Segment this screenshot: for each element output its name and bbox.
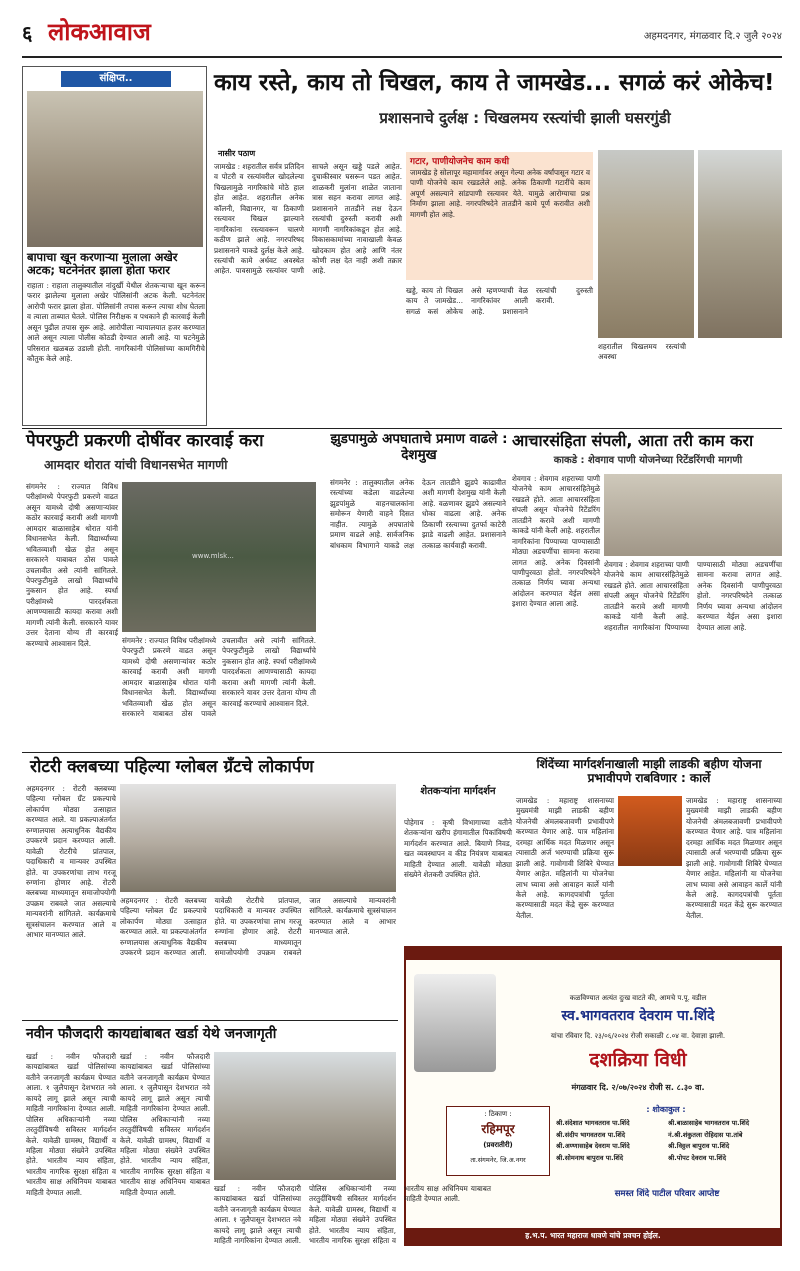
story8-body-right: खर्डा : नवीन फौजदारी कायद्यांबाबत खर्डा पोलिसांच्या वतीने जनजागृती कार्यक्रम घेण्यात आला. १ जुलैपासून देशभरात नवे कायदे लागू झाले असून त्याची माहिती नागरिकांना देण्यात आली. पोलिस अधिकाऱ्यांनी नव्या तरतुदींविषयी सविस्तर मार्गदर्शन केले. यावेळी ग्रामस्थ, विद्यार्थी व महिला मोठ्या संख्येने उपस्थित होते. भारतीय न्याय संहिता, भारतीय नागरिक सुरक्षा संहिता व [214,1184,396,1246]
story8-body-left: खर्डा : नवीन फौजदारी कायद्यांबाबत खर्डा पोलिसांच्या वतीने जनजागृती कार्यक्रम घेण्यात आला. १ जुलैपासून देशभरात नवे कायदे लागू झाले असून त्याची माहिती नागरिकांना देण्यात आली. पोलिस अधिकाऱ्यांनी नव्या तरतुदींविषयी सविस्तर मार्गदर्शन केले. यावेळी ग्रामस्थ, विद्यार्थी व महिला मोठ्या संख्येने उपस्थित होते. भारतीय न्याय संहिता, भारतीय नागरिक सुरक्षा संहिता व भारतीय साक्ष अधिनियम याबाबत माहिती देण्यात आली. [26,1052,116,1197]
mourner: नं.श्री.शंकुतला रोहिदास पा.तांबे [668,1130,743,1139]
ad-footer: ह.भ.प. भारत महाराज धावणे यांचे प्रवचन होईल. [406,1228,780,1244]
mourner: श्री.सोमनाथ बापुराव पा.शिंदे [556,1154,624,1163]
story7-body-right: जामखेड : महाराष्ट्र शासनाच्या मुख्यमंत्री माझी लाडकी बहीण योजनेची अंमलबजावणी प्रभावीपणे करण्यात येणार आहे. पात्र महिलांना दरमहा आर्थिक मदत मिळणार असून त्यासाठी अर्ज भरण्याची प्रक्रिया सुरू झाली आहे. गावोगावी शिबिरे घेण्यात येणार आहेत. महिलांनी या योजनेचा लाभ घ्यावा असे आवाहन कार्ले यांनी केले आहे. कागदपत्रांची पूर्तता करण्यासाठी मदत केंद्रे सुरू करण्यात येतील. [686,796,782,920]
mourner: श्री.अण्णासाहेब देवराम पा.शिंदे [556,1142,630,1151]
ad-venue-box [446,1106,550,1176]
story4-headline: आचारसंहिता संपली, आता तरी काम करा [512,431,754,450]
ad-death-line: यांचा रविवार दि. २३/०६/२०२४ रोजी सकाळी ८.०४ वा. देवाज्ञा झाली. [550,1032,726,1040]
page-number: ६ [22,21,33,45]
mourner: श्री.बाळासाहेब भागवतराव पा.शिंदे [668,1119,750,1127]
mourner: श्री.संदीप भागवतराव पा.शिंदे [556,1130,626,1139]
ad-venue-sub: (प्रवरातीरी) [483,1141,513,1149]
sankshipt-label: संक्षिप्त.. [61,71,171,87]
masthead [22,18,782,54]
ad-title: दशक्रिया विधी [589,1049,687,1071]
ad-family: समस्त शिंदे पाटील परिवार आप्तेष्ट [614,1189,720,1199]
paper-name: लोकआवाज [48,18,151,46]
ad-portrait [414,974,496,1072]
ad-date-line: मंगळवार दि. २/०७/२०२४ रोजी स. ८.३० वा. [571,1083,705,1092]
ad-name: स्व.भागवतराव देवराम पा.शिंदे [561,1008,715,1024]
sankshipt-headline: बापाचा खून करणाऱ्या मुलाला अखेर अटक; घटनेनंतर झाला होता फरार [27,250,178,278]
photo-watermark: www.mlsk... [192,552,234,560]
story7-body: जामखेड : महाराष्ट्र शासनाच्या मुख्यमंत्री माझी लाडकी बहीण योजनेची अंमलबजावणी प्रभावीपणे करण्यात येणार आहे. पात्र महिलांना दरमहा आर्थिक मदत मिळणार असून त्यासाठी अर्ज भरण्याची प्रक्रिया सुरू झाली आहे. गावोगावी शिबिरे घेण्यात येणार आहेत. महिलांनी या योजनेचा लाभ घ्यावा असे आवाहन कार्ले यांनी केले आहे. कागदपत्रांची पूर्तता करण्यासाठी मदत केंद्रे सुरू करण्यात येतील. [516,796,614,920]
rotary-photo [120,784,396,892]
sankshipt-body: राहाता : राहाता तालुक्यातील नांदुर्खी येथील शेतकऱ्याचा खून करून फरार झालेल्या मुलाला अखेर पोलिसांनी अटक केली. घटनेनंतर आरोपी फरार झाला होता. पोलिसांनी तपास करून त्याचा शोध घेतला व त्याला ताब्यात घेतले. पोलिस निरीक्षक व पथकाने ही कारवाई केली असून पुढील तपास सुरू आहे. आरोपीला न्यायालयात हजर करण्यात आले असून त्याला पोलीस कोठडी देण्यात आली आहे. या घटनेमुळे परिसरात खळबळ उडाली होती. नागरिकांनी पोलिसांच्या कामगिरीचे कौतुक केले आहे. [27,281,205,364]
story5-body-left: अहमदनगर : रोटरी क्लबच्या पहिल्या ग्लोबल ग्रँट प्रकल्पाचे लोकार्पण मोठ्या उत्साहात करण्यात आले. या प्रकल्पाअंतर्गत रुग्णालयास अत्याधुनिक वैद्यकीय उपकरणे प्रदान करण्यात आली. यावेळी रोटरीचे प्रांतपाल, पदाधिकारी व मान्यवर उपस्थित होते. या उपकरणांचा लाभ गरजू रुग्णांना होणार आहे. रोटरी क्लबच्या माध्यमातून समाजोपयोगी उपक्रम राबवले जात असल्याचे मान्यवरांनी सांगितले. कार्यक्रमाचे सूत्रसंचालन करण्यात आले व आभार मानण्यात आले. [26,784,116,940]
dateline: अहमदनगर, मंगळवार दि.२ जुलै २०२४ [643,31,782,42]
muddy-road-photo-1 [598,150,694,338]
lead-byline: नासीर पठाण [218,149,256,158]
lead-headline: काय रस्ते, काय तो चिखल, काय ते जामखेड... सगळं करं ओकेच! [214,70,775,96]
mourner: श्री.पोपट देवराव पा.शिंदे [668,1154,727,1163]
lead-caption-text: शहरातील चिखलमय रस्त्यांची अवस्था [598,342,686,362]
story4-body-right: शेवगाव : शेवगाव शहराच्या पाणी योजनेचे काम आचारसंहितेमुळे रखडले होते. आता आचारसंहिता संपली असून योजनेचे रिटेंडरिंग तातडीने करावे अशी मागणी काकडे यांनी केली आहे. शहरातील नागरिकांना पिण्याच्या पाण्यासाठी मोठ्या अडचणींचा सामना करावा लागत आहे. अनेक दिवसांनी पाणीपुरवठा होतो. नगरपरिषदेने तत्काळ निर्णय घ्यावा अन्यथा आंदोलन करण्यात येईल असा इशारा देण्यात आला आहे. [604,560,782,632]
story4-body-left: शेवगाव : शेवगाव शहराच्या पाणी योजनेचे काम आचारसंहितेमुळे रखडले होते. आता आचारसंहिता संपली असून योजनेचे रिटेंडरिंग तातडीने करावे अशी मागणी काकडे यांनी केली आहे. शहरातील नागरिकांना पिण्याच्या पाण्यासाठी मोठ्या अडचणींचा सामना करावा लागत आहे. अनेक दिवसांनी पाणीपुरवठा होतो. नगरपरिषदेने तत्काळ निर्णय घ्यावा अन्यथा आंदोलन करण्यात येईल असा इशारा देण्यात आला आहे. [512,474,600,609]
karle-portrait [618,796,682,866]
story4-subhead: काकडे : शेवगाव पाणी योजनेच्या रिटेंडरिंगची मागणी [553,455,743,466]
story8-headline: नवीन फौजदारी कायद्यांबाबत खर्डा येथे जनजागृती [26,1026,277,1042]
awareness-photo [214,1052,396,1180]
muddy-road-photo-2 [698,150,782,338]
story3-headline: झुडपामुळे अपघाताचे प्रमाण वाढले : देशमुख [330,431,508,463]
story2-subhead: आमदार थोरात यांची विधानसभेत मागणी [44,457,228,472]
story6-headline: शेतकऱ्यांना मार्गदर्शन [420,786,496,797]
lead-box-body: जामखेड हे सोलापूर महामार्गावर असून गेल्या अनेक वर्षांपासून गटार व पाणी योजनेचे काम रखडलेले आहे. अनेक ठिकाणी गटारींचे काम अपूर्ण असल्याने सांडपाणी रस्त्यावर येते. यामुळे आरोग्याचा प्रश्न निर्माण झाला आहे. नगरपरिषदेने तातडीने कामे पूर्ण करावीत अशी मागणी होत आहे. [410,168,590,219]
lead-box-title: गटार, पाणीयोजनेच काम कधी [410,157,510,167]
assembly-photo [122,482,316,632]
story2-body-right: संगमनेर : राज्यात विविध परीक्षांमध्ये पेपरफुटी प्रकरणे वाढत असून यामध्ये दोषी असणाऱ्यांवर कठोर कारवाई करावी अशी मागणी आमदार बाळासाहेब थोरात यांनी विधानसभेत केली. विद्यार्थ्यांच्या भवितव्याशी खेळ होत असून सरकारने याबाबत ठोस पावले उचलावीत असे त्यांनी सांगितले. पेपरफुटीमुळे लाखो विद्यार्थ्यांचे नुकसान होत आहे. स्पर्धा परीक्षांमध्ये पारदर्शकता आणण्यासाठी कायदा करावा अशी मागणी त्यांनी केली. सरकारने यावर उत्तर देताना योग्य ती कारवाई करण्याचे आश्वासन दिले. [122,636,316,719]
lead-subhead: प्रशासनाचे दुर्लक्ष : चिखलमय रस्त्यांची झाली घसरगुंडी [379,109,671,127]
sankshipt-box [22,66,207,426]
ad-venue-name: रहिमपूर [481,1122,515,1136]
meeting-photo [604,474,782,556]
ad-venue-label: : ठिकाण : [484,1110,512,1118]
ad-intro: कळविण्यात अत्यंत दुःख वाटते की, आमचे प.पू. वडील [569,994,707,1002]
story5-body-right: अहमदनगर : रोटरी क्लबच्या पहिल्या ग्लोबल ग्रँट प्रकल्पाचे लोकार्पण मोठ्या उत्साहात करण्यात आले. या प्रकल्पाअंतर्गत रुग्णालयास अत्याधुनिक वैद्यकीय उपकरणे प्रदान करण्यात आली. यावेळी रोटरीचे प्रांतपाल, पदाधिकारी व मान्यवर उपस्थित होते. या उपकरणांचा लाभ गरजू रुग्णांना होणार आहे. रोटरी क्लबच्या माध्यमातून समाजोपयोगी उपक्रम राबवले जात असल्याचे मान्यवरांनी सांगितले. कार्यक्रमाचे सूत्रसंचालन करण्यात आले व आभार मानण्यात आले. [120,896,396,958]
ad-venue-taluka: ता.संगमनेर, जि.अ.नगर [470,1156,526,1164]
story5-headline: रोटरी क्लबच्या पहिल्या ग्लोबल ग्रँटचे लोकार्पण [30,757,314,777]
story2-body-left: संगमनेर : राज्यात विविध परीक्षांमध्ये पेपरफुटी प्रकरणे वाढत असून यामध्ये दोषी असणाऱ्यांवर कठोर कारवाई करावी अशी मागणी आमदार बाळासाहेब थोरात यांनी विधानसभेत केली. विद्यार्थ्यांच्या भवितव्याशी खेळ होत असून सरकारने याबाबत ठोस पावले उचलावीत असे त्यांनी सांगितले. पेपरफुटीमुळे लाखो विद्यार्थ्यांचे नुकसान होत आहे. स्पर्धा परीक्षांमध्ये पारदर्शकता आणण्यासाठी कायदा करावा अशी मागणी त्यांनी केली. सरकारने यावर उत्तर देताना योग्य ती कारवाई करण्याचे आश्वासन दिले. [26,482,118,648]
police-group-photo [27,91,203,247]
story2-headline: पेपरफुटी प्रकरणी दोषींवर कारवाई करा [26,431,264,451]
lead-col2: खड्डे, काय तो चिखल काय ते जामखेड... सगळं कसं ओकेच असे म्हणण्याची वेळ नागरिकांवर आली आहे. प्रशासनाने रस्त्यांची दुरुस्ती करावी. [406,286,593,316]
mourner: श्री.विठ्ठल बापुराव पा.शिंदे [668,1142,730,1151]
story6-body: पोहेगाव : कृषी विभागाच्या वतीने शेतकऱ्यांना खरीप हंगामातील पिकांविषयी मार्गदर्शन करण्यात आले. बियाणे निवड, खत व्यवस्थापन व कीड नियंत्रण याबाबत माहिती देण्यात आली. यावेळी मोठ्या संख्येने शेतकरी उपस्थित होते. [404,818,512,880]
story3-body: संगमनेर : तालुक्यातील अनेक रस्त्यांच्या कडेला वाढलेल्या झुडपांमुळे वाहनचालकांना समोरून येणारी वाहने दिसत नाहीत. त्यामुळे अपघातांचे प्रमाण वाढले आहे. सार्वजनिक बांधकाम विभागाने याकडे लक्ष देऊन तातडीने झुडपे काढावीत अशी मागणी देशमुख यांनी केली आहे. वळणावर झुडपे असल्याने धोका वाढला आहे. अनेक ठिकाणी रस्त्याच्या दुतर्फा काटेरी झाडे वाढली आहेत. प्रशासनाने तत्काळ कार्यवाही करावी. [330,478,506,550]
ad-mourners-label: : शोकाकुल : [646,1105,686,1114]
ad-top-band [406,948,780,960]
ad-mourners-left [556,1118,664,1165]
lead-body: जामखेड : शहरातील सर्वत्र प्रतिदिन व पोटरी व रस्त्यांवरील खोदलेल्या चिखलामुळे नागरिकांचे मोठे हाल होत आहेत. शहरातील अनेक कॉलनी, विद्यानगर, या ठिकाणी रस्त्यावर चिखल झाल्याने नागरिकांना रस्त्यावरून चालणे कठीण झाले आहे. नगरपरिषद प्रशासनाने याकडे दुर्लक्ष केले आहे. रस्त्यांची कामे अर्धवट अवस्थेत आहेत. पावसामुळे रस्त्यांवर पाणी साचले असून खड्डे पडले आहेत. दुचाकीस्वार घसरून पडत आहेत. शाळकरी मुलांना शाळेत जाताना त्रास सहन करावा लागत आहे. प्रशासनाने तातडीने लक्ष देऊन रस्त्यांची दुरुस्ती करावी अशी मागणी नागरिकांकडून होत आहे. विकासकामांच्या नावाखाली केवळ खोदकाम होत आहे आणि नंतर कोणी लक्ष देत नाही अशी तक्रार आहे. [214,162,402,276]
story8-body-mid: खर्डा : नवीन फौजदारी कायद्यांबाबत खर्डा पोलिसांच्या वतीने जनजागृती कार्यक्रम घेण्यात आला. १ जुलैपासून देशभरात नवे कायदे लागू झाले असून त्याची माहिती नागरिकांना देण्यात आली. पोलिस अधिकाऱ्यांनी नव्या तरतुदींविषयी सविस्तर मार्गदर्शन केले. यावेळी ग्रामस्थ, विद्यार्थी व महिला मोठ्या संख्येने उपस्थित होते. भारतीय न्याय संहिता, भारतीय नागरिक सुरक्षा संहिता व भारतीय साक्ष अधिनियम याबाबत माहिती देण्यात आली. [120,1052,210,1197]
mourner: श्री.संदेशात भागवतराव पा.शिंदे [556,1119,630,1127]
story7-headline: शिंदेंच्या मार्गदर्शनाखाली माझी लाडकी बहीण योजना प्रभावीपणे राबविणार : कार्ले [536,757,762,785]
lead-info-box [406,152,593,280]
ad-mourners-right [668,1118,778,1165]
